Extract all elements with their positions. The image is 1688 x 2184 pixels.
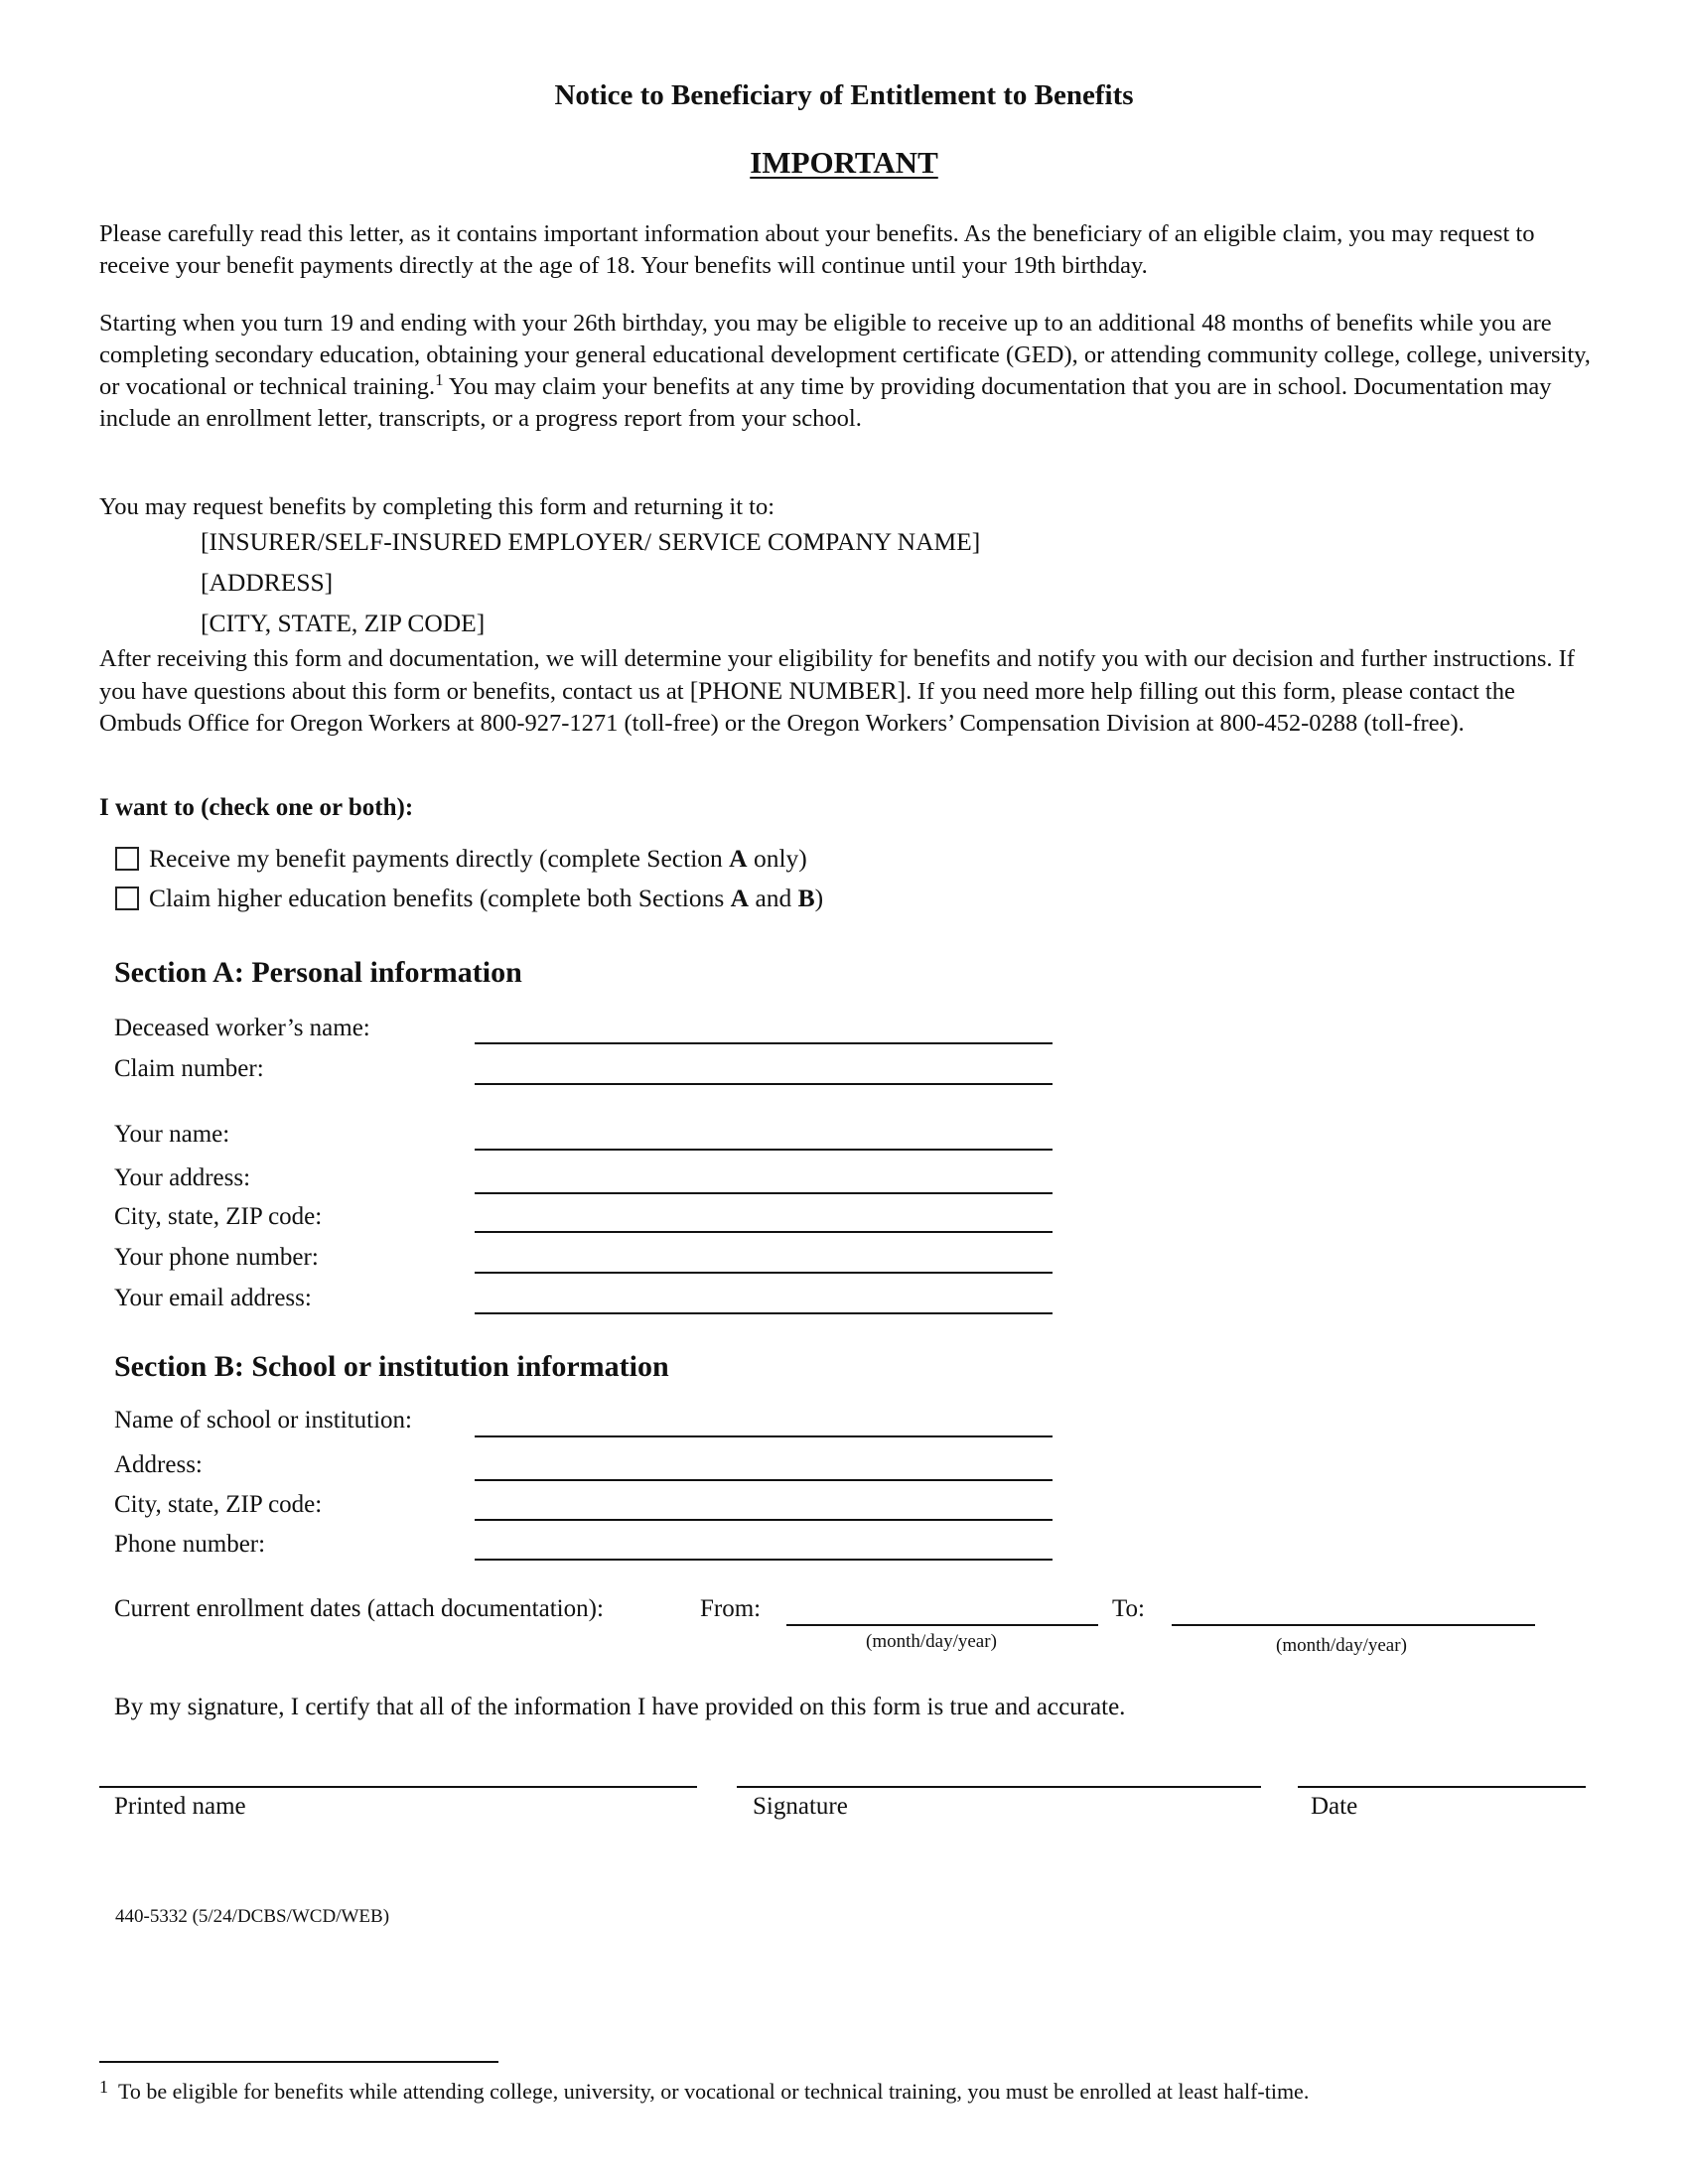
school-city-state-zip-label: City, state, ZIP code: <box>114 1491 323 1518</box>
option2-bold-a: A <box>730 884 750 912</box>
your-name-field[interactable] <box>475 1149 1053 1151</box>
from-label: From: <box>700 1595 762 1622</box>
claim-number-label: Claim number: <box>114 1055 264 1082</box>
form-number: 440-5332 (5/24/DCBS/WCD/WEB) <box>115 1906 390 1927</box>
option-receive-directly[interactable] <box>115 844 807 874</box>
your-name-label: Your name: <box>114 1121 230 1148</box>
date-field[interactable] <box>1298 1786 1586 1788</box>
section-a-heading: Section A: Personal information <box>114 956 522 989</box>
your-city-state-zip-field[interactable] <box>475 1231 1053 1233</box>
to-label: To: <box>1112 1595 1145 1622</box>
page-title: Notice to Beneficiary of Entitlement to Benefits <box>554 79 1134 111</box>
enrollment-dates-label: Current enrollment dates (attach documentation): <box>114 1595 604 1622</box>
footnote-ref: 1 <box>435 369 444 389</box>
important-heading <box>0 145 1688 181</box>
option2-bold-b: B <box>797 884 815 912</box>
school-phone-field[interactable] <box>475 1559 1053 1561</box>
printed-name-field[interactable] <box>99 1786 697 1788</box>
your-city-state-zip-label: City, state, ZIP code: <box>114 1203 323 1230</box>
to-date-field[interactable] <box>1172 1624 1535 1626</box>
option1-pre: Receive my benefit payments directly (complete Section <box>149 844 730 873</box>
date-label: Date <box>1311 1793 1358 1820</box>
option2-text <box>149 884 823 913</box>
intro-p3: You may request benefits by completing this form and returning it to: <box>99 493 775 520</box>
your-email-field[interactable] <box>475 1312 1053 1314</box>
important-text: IMPORTANT <box>750 145 938 180</box>
claim-number-field[interactable] <box>475 1083 1053 1085</box>
intro-p2a: Starting when you turn 19 and ending with your 26th birthday, you may be eligible to receive up to an additional 48 months of benefits while you are completing secondary education, obtaining your general educational development certificate (GED), or attending community college, college, university, or vocational or technical training. <box>99 310 1591 400</box>
from-date-field[interactable] <box>786 1624 1098 1626</box>
contact-text-a: After receiving this form and documentation, we will determine your eligibility for benefits and notify you with our decision and further instructions. If you have questions about this form or benefits, contact us at <box>99 645 1575 705</box>
footnote <box>99 2079 1309 2105</box>
footnote-divider <box>99 2061 498 2063</box>
signature-field[interactable] <box>737 1786 1261 1788</box>
intro-paragraph-3 <box>99 491 1594 523</box>
school-phone-label: Phone number: <box>114 1531 266 1558</box>
checkbox-receive-directly[interactable] <box>115 847 139 871</box>
from-date-hint: (month/day/year) <box>866 1631 997 1652</box>
option2-pre: Claim higher education benefits (complete both Sections <box>149 884 731 912</box>
checkbox-higher-education[interactable] <box>115 887 139 910</box>
printed-name-label: Printed name <box>114 1793 246 1820</box>
choice-label: I want to (check one or both): <box>99 794 414 821</box>
phone-placeholder: [PHONE NUMBER] <box>689 676 907 705</box>
your-email-label: Your email address: <box>114 1285 312 1311</box>
footnote-number: 1 <box>99 2077 108 2097</box>
option2-mid: and <box>749 884 798 912</box>
contact-p <box>99 643 1594 740</box>
contact-text-b: . If you need more help filling out this form, please contact the Ombuds Office for Oregon Workers at 800-927-1271 (toll-free) or the Oregon Workers’ Compensation Division at 800-452-0288 (toll-free). <box>99 678 1515 737</box>
intro-p2 <box>99 308 1594 435</box>
address-line-1: [INSURER/SELF-INSURED EMPLOYER/ SERVICE COMPANY NAME] <box>201 527 981 556</box>
intro-paragraph-2 <box>99 308 1594 435</box>
signature-label: Signature <box>753 1793 848 1820</box>
your-address-label: Your address: <box>114 1164 251 1191</box>
option1-text <box>149 844 807 874</box>
school-city-state-zip-field[interactable] <box>475 1519 1053 1521</box>
option1-post: only) <box>747 844 807 873</box>
to-date-hint: (month/day/year) <box>1276 1635 1407 1656</box>
school-address-field[interactable] <box>475 1479 1053 1481</box>
your-phone-field[interactable] <box>475 1272 1053 1274</box>
footnote-text: To be eligible for benefits while attending college, university, or vocational or technical training, you must be enrolled at least half-time. <box>118 2079 1310 2104</box>
address-line-3: [CITY, STATE, ZIP CODE] <box>201 609 486 637</box>
your-address-field[interactable] <box>475 1192 1053 1194</box>
school-address-label: Address: <box>114 1451 203 1478</box>
certification-statement: By my signature, I certify that all of the information I have provided on this form is true and accurate. <box>114 1694 1126 1720</box>
intro-p1: Please carefully read this letter, as it contains important information about your benefits. As the beneficiary of an eligible claim, you may request to receive your benefit payments directly at the age of 18. Your benefits will continue until your 19th birthday. <box>99 220 1535 279</box>
option-higher-education[interactable] <box>115 884 823 913</box>
school-name-field[interactable] <box>475 1435 1053 1437</box>
address-line-2: [ADDRESS] <box>201 568 334 597</box>
intro-paragraph-1 <box>99 218 1594 282</box>
deceased-worker-name-label: Deceased worker’s name: <box>114 1015 370 1041</box>
intro-p2b: You may claim your benefits at any time by providing documentation that you are in school. Documentation may include an enrollment letter, transcripts, or a progress report from your school. <box>99 373 1552 432</box>
school-name-label: Name of school or institution: <box>114 1407 412 1433</box>
deceased-worker-name-field[interactable] <box>475 1042 1053 1044</box>
option2-post: ) <box>814 884 824 912</box>
section-b-heading: Section B: School or institution information <box>114 1350 669 1383</box>
option1-bold: A <box>729 844 748 873</box>
contact-paragraph <box>99 643 1594 740</box>
your-phone-label: Your phone number: <box>114 1244 319 1271</box>
